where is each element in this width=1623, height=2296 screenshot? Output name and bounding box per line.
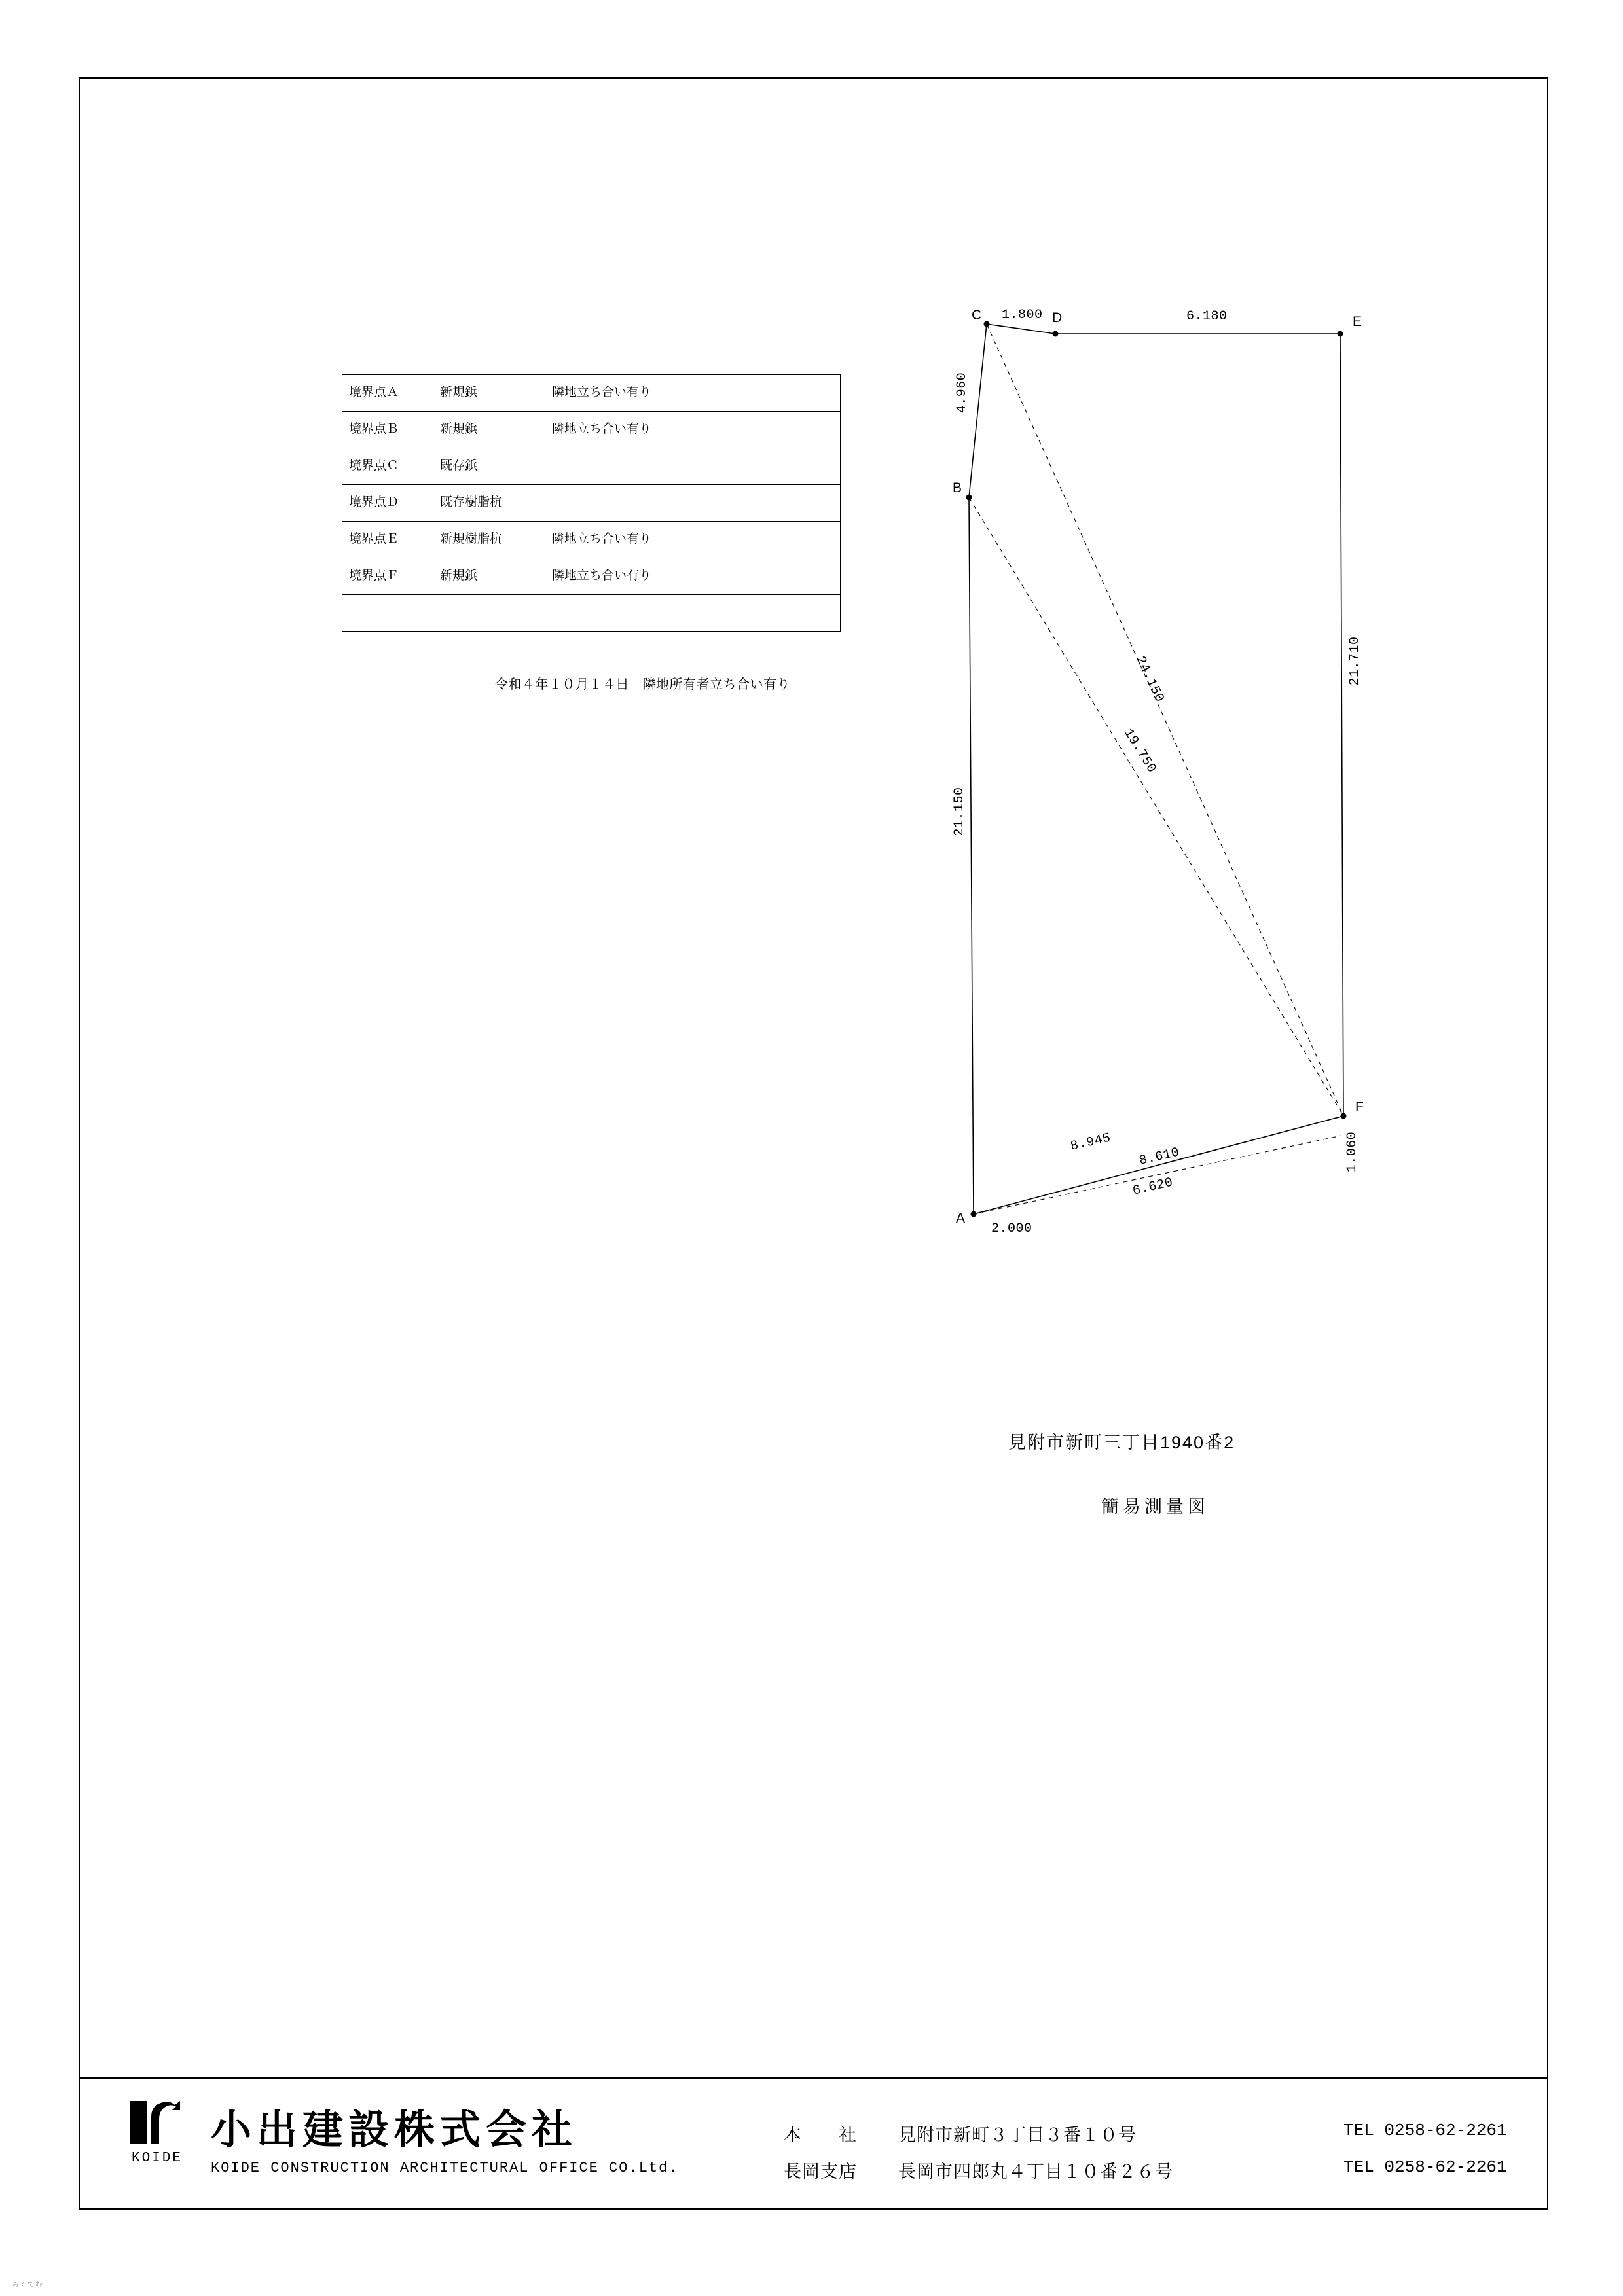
legend-point: 境界点Ｃ <box>342 448 433 485</box>
corner-watermark: らくてむ <box>12 2281 43 2289</box>
legend-kind: 既存鋲 <box>433 448 545 485</box>
point-label-f: F <box>1355 1100 1364 1115</box>
point-label-a: A <box>956 1211 966 1226</box>
koide-mark-icon <box>129 2097 185 2148</box>
dimension-label-cd: 1.800 <box>1002 308 1043 323</box>
survey-date-note: 令和４年１０月１４日 隣地所有者立ち合い有り <box>495 677 790 692</box>
boundary-point-legend-table <box>342 374 841 632</box>
point-label-b: B <box>953 480 962 495</box>
point-marker-f <box>1341 1113 1347 1119</box>
legend-point: 境界点Ｂ <box>342 412 433 448</box>
table-row <box>342 375 841 412</box>
diagonal-a-f-inner <box>974 1136 1341 1214</box>
dimension-label-ef: 21.710 <box>1347 636 1362 686</box>
dimension-label-f-short: 1.060 <box>1345 1131 1360 1173</box>
dimension-label-af-diagonal: 8.945 <box>1068 1130 1113 1155</box>
dimension-label-cf: 24.150 <box>1132 654 1167 705</box>
company-name-en: KOIDE CONSTRUCTION ARCHITECTURAL OFFICE CO.Ltd. <box>211 2160 679 2176</box>
legend-kind: 既存樹脂杭 <box>433 485 545 522</box>
dimension-label-a-inner: 6.620 <box>1131 1175 1175 1199</box>
point-label-c: C <box>972 308 982 323</box>
legend-note <box>545 595 841 632</box>
point-label-e: E <box>1353 314 1362 329</box>
logo-wordmark: KOIDE <box>131 2151 183 2166</box>
table-row <box>342 522 841 558</box>
legend-kind <box>433 595 545 632</box>
dimension-label-de: 6.180 <box>1186 309 1228 324</box>
dimension-label-cb: 4.960 <box>955 372 970 414</box>
legend-note: 隣地立ち合い有り <box>545 558 841 595</box>
company-logo <box>111 2097 203 2166</box>
legend-point: 境界点Ａ <box>342 375 433 412</box>
office-tel-branch: TEL 0258-62-2261 <box>1343 2157 1507 2177</box>
legend-note <box>545 485 841 522</box>
dimension-label-bf: 19.750 <box>1120 726 1159 776</box>
legend-note: 隣地立ち合い有り <box>545 412 841 448</box>
legend-point: 境界点Ｄ <box>342 485 433 522</box>
legend-kind: 新規鋲 <box>433 558 545 595</box>
table-row <box>342 448 841 485</box>
dimension-label-a-short: 2.000 <box>991 1221 1032 1236</box>
company-name-jp: 小出建設株式会社 <box>211 2108 578 2153</box>
office-label-head: 本 社 <box>784 2125 857 2145</box>
legend-note <box>545 448 841 485</box>
table-row <box>342 412 841 448</box>
office-address-branch: 長岡市四郎丸４丁目１０番２６号 <box>898 2162 1173 2181</box>
office-label-branch: 長岡支店 <box>784 2162 857 2181</box>
office-address-head: 見附市新町３丁目３番１０号 <box>898 2125 1137 2145</box>
legend-kind: 新規鋲 <box>433 375 545 412</box>
legend-kind: 新規鋲 <box>433 412 545 448</box>
point-marker-e <box>1338 331 1343 337</box>
survey-plot-drawing <box>951 295 1409 1440</box>
point-marker-c <box>984 321 990 327</box>
table-row <box>342 595 841 632</box>
legend-note: 隣地立ち合い有り <box>545 522 841 558</box>
point-marker-b <box>966 495 972 501</box>
dimension-label-ba: 21.150 <box>952 787 967 836</box>
legend-point: 境界点Ｅ <box>342 522 433 558</box>
legend-point: 境界点Ｆ <box>342 558 433 595</box>
drawing-sheet <box>79 77 1548 2210</box>
diagonal-b-f <box>969 497 1343 1116</box>
point-marker-a <box>971 1211 977 1217</box>
dimension-label-af: 8.610 <box>1137 1145 1182 1169</box>
table-row <box>342 485 841 522</box>
point-marker-d <box>1053 331 1059 337</box>
legend-note: 隣地立ち合い有り <box>545 375 841 412</box>
diagonal-c-f <box>987 324 1343 1116</box>
point-label-d: D <box>1052 310 1063 325</box>
plot-subject-title: 簡易測量図 <box>1101 1497 1209 1516</box>
legend-kind: 新規樹脂杭 <box>433 522 545 558</box>
title-block-footer <box>80 2077 1547 2208</box>
legend-point <box>342 595 433 632</box>
table-row <box>342 558 841 595</box>
office-tel-head: TEL 0258-62-2261 <box>1343 2121 1507 2140</box>
plot-address-title: 見附市新町三丁目1940番2 <box>1008 1433 1235 1452</box>
